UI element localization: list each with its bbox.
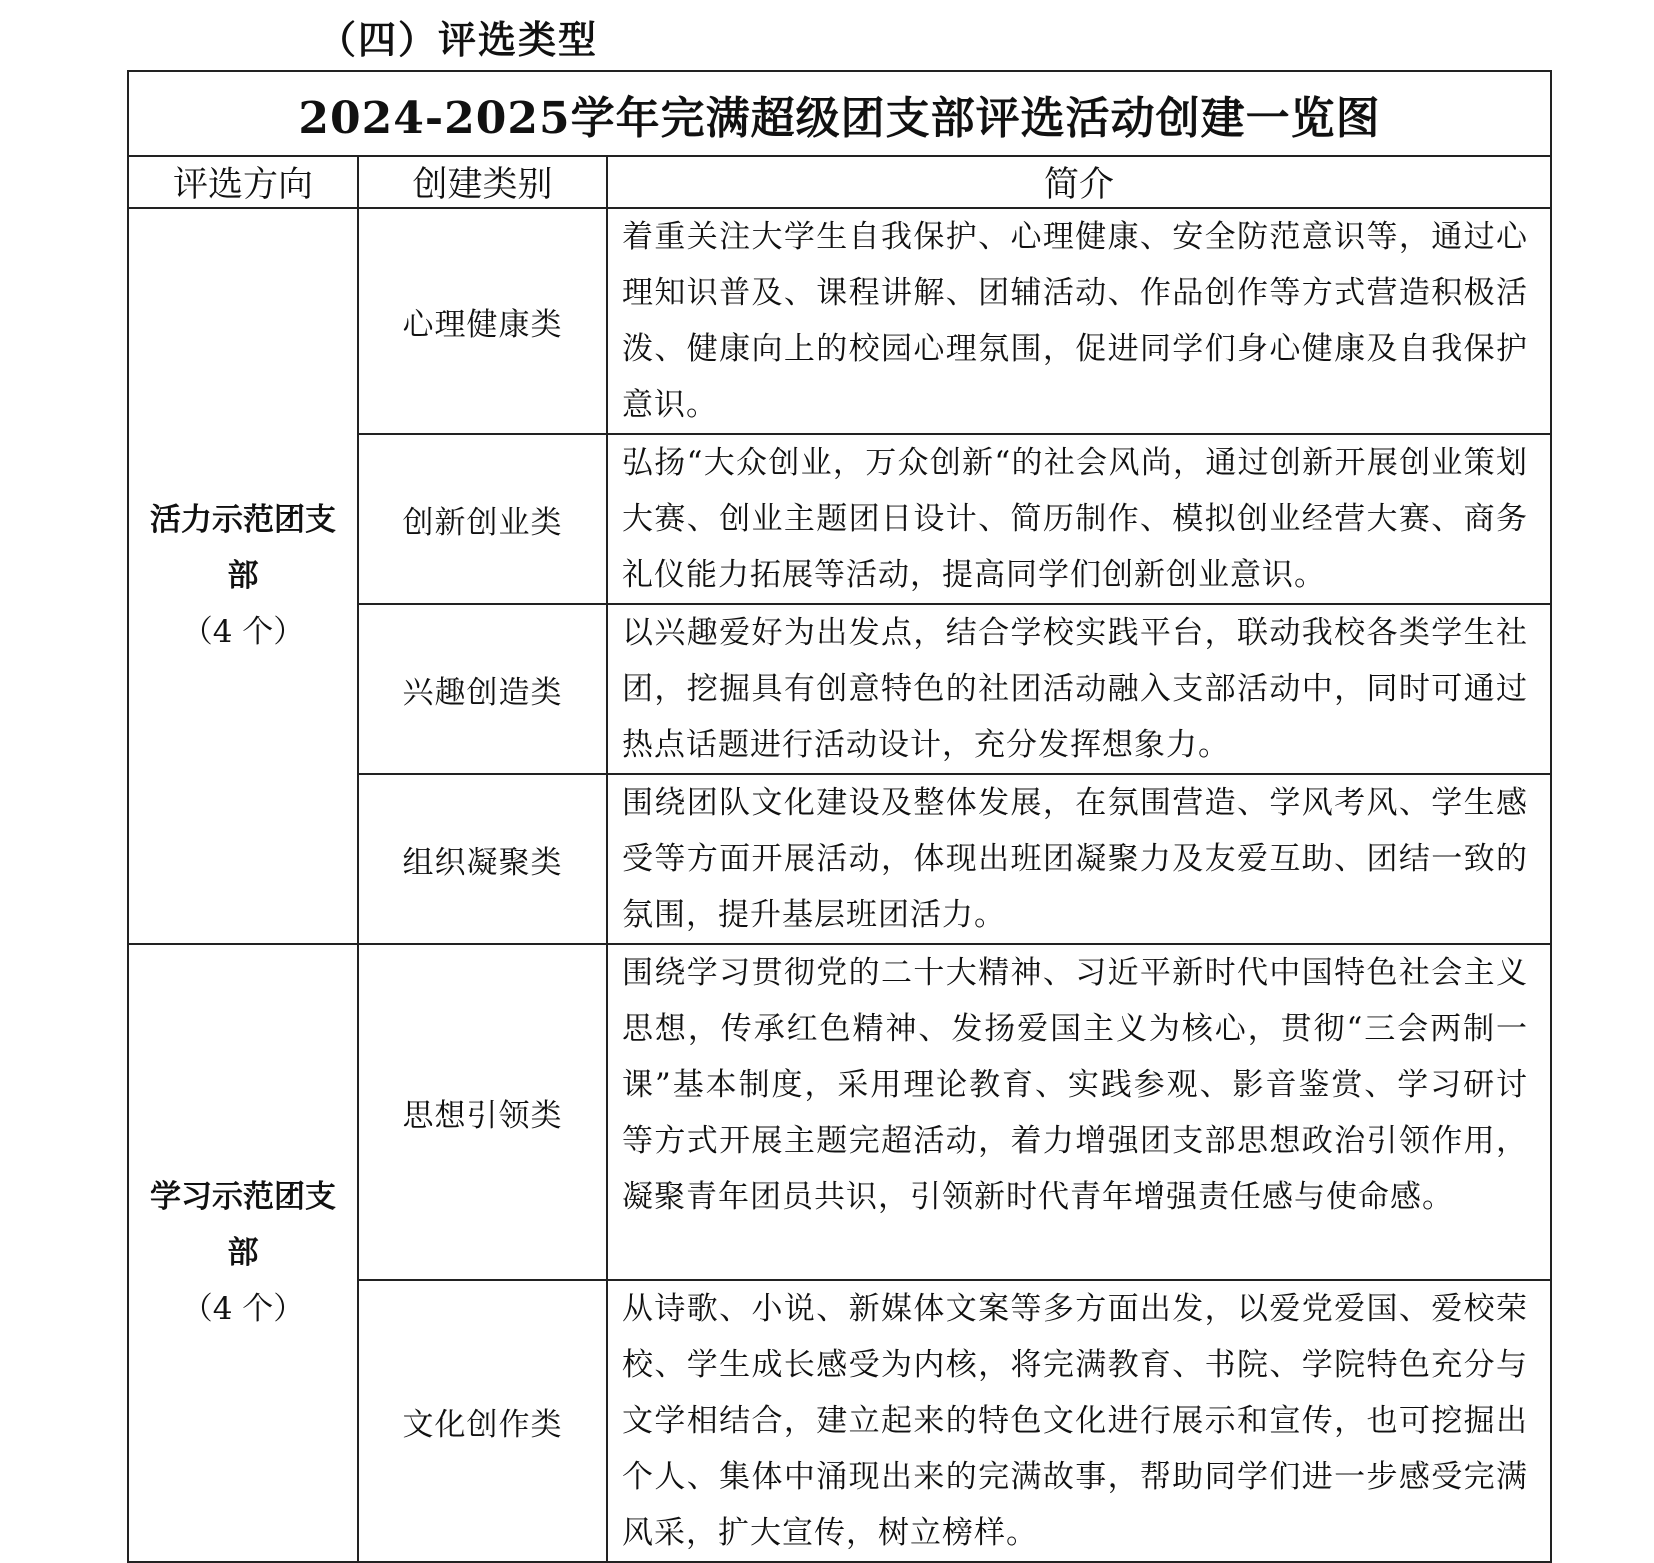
direction-count: （4 个） [181, 614, 305, 650]
category-cell: 兴趣创造类 [358, 604, 607, 774]
description-cell: 从诗歌、小说、新媒体文案等多方面出发，以爱党爱国、爱校荣校、学生成长感受为内核，将完满教育、书院、学院特色充分与文学相结合，建立起来的特色文化进行展示和宣传，也可挖掘出个人、集体中涌现出来的完满故事，帮助同学们进一步感受完满风采，扩大宣传，树立榜样。 [607, 1280, 1551, 1562]
table-title: 2024-2025学年完满超级团支部评选活动创建一览图 [128, 71, 1551, 156]
direction-count: （4 个） [181, 1291, 305, 1327]
category-cell: 组织凝聚类 [358, 774, 607, 944]
category-cell: 文化创作类 [358, 1280, 607, 1562]
header-category: 创建类别 [358, 156, 607, 208]
description-cell: 围绕团队文化建设及整体发展，在氛围营造、学风考风、学生感受等方面开展活动，体现出班团凝聚力及友爱互助、团结一致的氛围，提升基层班团活力。 [607, 774, 1551, 944]
header-description: 简介 [607, 156, 1551, 208]
table-row [128, 944, 1551, 1280]
overview-table [127, 70, 1552, 1563]
description-cell: 围绕学习贯彻党的二十大精神、习近平新时代中国特色社会主义思想，传承红色精神、发扬爱国主义为核心，贯彻“三会两制一课”基本制度，采用理论教育、实践参观、影音鉴赏、学习研讨等方式开展主题完超活动，着力增强团支部思想政治引领作用，凝聚青年团员共识，引领新时代青年增强责任感与使命感。 [607, 944, 1551, 1280]
table-row [128, 208, 1551, 434]
direction-cell-study [128, 944, 358, 1562]
direction-cell-vitality [128, 208, 358, 944]
category-cell: 思想引领类 [358, 944, 607, 1280]
description-cell: 以兴趣爱好为出发点，结合学校实践平台，联动我校各类学生社团，挖掘具有创意特色的社团活动融入支部活动中，同时可通过热点话题进行活动设计，充分发挥想象力。 [607, 604, 1551, 774]
section-heading: （四）评选类型 [318, 17, 599, 62]
category-cell: 创新创业类 [358, 434, 607, 604]
category-cell: 心理健康类 [358, 208, 607, 434]
header-direction: 评选方向 [128, 156, 358, 208]
table-title-row [128, 71, 1551, 156]
table-header-row [128, 156, 1551, 208]
direction-name: 活力示范团支部 [150, 502, 336, 594]
description-cell: 着重关注大学生自我保护、心理健康、安全防范意识等，通过心理知识普及、课程讲解、团辅活动、作品创作等方式营造积极活泼、健康向上的校园心理氛围，促进同学们身心健康及自我保护意识。 [607, 208, 1551, 434]
direction-name: 学习示范团支部 [150, 1179, 336, 1271]
description-cell: 弘扬“大众创业，万众创新“的社会风尚，通过创新开展创业策划大赛、创业主题团日设计、简历制作、模拟创业经营大赛、商务礼仪能力拓展等活动，提高同学们创新创业意识。 [607, 434, 1551, 604]
